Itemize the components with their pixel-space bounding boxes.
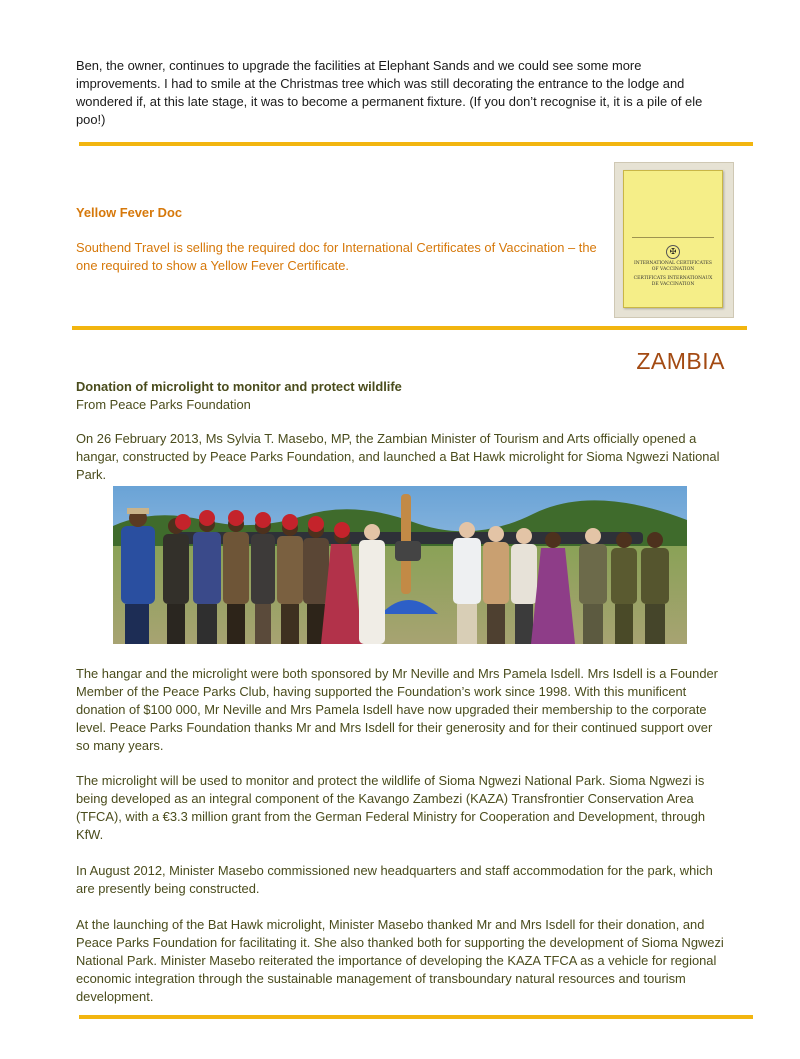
vaccination-certificate-image (614, 162, 734, 318)
yellow-fever-title: Yellow Fever Doc (76, 205, 183, 220)
zambia-paragraph-2: The hangar and the microlight were both sponsored by Mr Neville and Mrs Pamela Isdell. Mrs Isdell is a Founder Member of the Peace Parks Club, having supported the Foundation’s work since 1998. With this munificent donation of $100 000, Mr Neville and Mrs Pamela Isdell have now upgraded their membership to the corporate level. Peace Parks Foundation thanks Mr and Mrs Isdell for their generosity and for their continued support over so many years. (76, 666, 718, 753)
zambia-section-label: ZAMBIA (636, 348, 725, 374)
zambia-source: From Peace Parks Foundation (76, 397, 251, 412)
zambia-headline: Donation of microlight to monitor and protect wildlife (76, 379, 402, 394)
section-divider (79, 142, 753, 146)
intro-paragraph: Ben, the owner, continues to upgrade the facilities at Elephant Sands and we could see some more improvements. I had to smile at the Christmas tree which was still decorating the entrance to the lodge and wondered if, at this late stage, it was to become a permanent fixture. (If you don’t recognise it, it is a pile of ele poo!) (76, 58, 703, 127)
zambia-paragraph-4: In August 2012, Minister Masebo commissioned new headquarters and staff accommodation for the park, which are presently being constructed. (76, 863, 713, 896)
certificate-text-en: INTERNATIONAL CERTIFICATES OF VACCINATION (634, 261, 712, 272)
zambia-paragraph-5: At the launching of the Bat Hawk microlight, Minister Masebo thanked Mr and Mrs Isdell for their donation, and Peace Parks Foundation for facilitating it. She also thanked both for supporting the development of Sioma Ngwezi National Park. Minister Masebo reiterated the importance of developing the KAZA TFCA as a vehicle for regional economic integration through the sustainable management of transboundary natural resources and tourism development. (76, 917, 724, 1004)
section-divider (72, 326, 747, 330)
certificate-divider (632, 237, 714, 238)
microlight-group-photo (113, 486, 687, 644)
section-divider (79, 1015, 753, 1019)
certificate-booklet (623, 170, 723, 308)
photo-illustration (113, 486, 687, 644)
zambia-paragraph-1: On 26 February 2013, Ms Sylvia T. Masebo, MP, the Zambian Minister of Tourism and Arts officially opened a hangar, constructed by Peace Parks Foundation, and launched a Bat Hawk microlight for Sioma Ngwezi National Park. (76, 431, 720, 482)
zambia-paragraph-3: The microlight will be used to monitor and protect the wildlife of Sioma Ngwezi National Park. Sioma Ngwezi is being developed as an integral component of the Kavango Zambezi (KAZA) Transfrontier Conservation Area (TFCA), with a €3.3 million grant from the German Federal Ministry for Cooperation and Development, through KfW. (76, 773, 706, 842)
certificate-text-fr: CERTIFICATS INTERNATIONAUX DE VACCINATION (633, 276, 713, 287)
certificate-title (630, 261, 716, 288)
who-emblem-icon: ✠ (666, 245, 680, 259)
yellow-fever-body: Southend Travel is selling the required doc for International Certificates of Vaccination – the one required to show a Yellow Fever Certificate. (76, 240, 597, 273)
